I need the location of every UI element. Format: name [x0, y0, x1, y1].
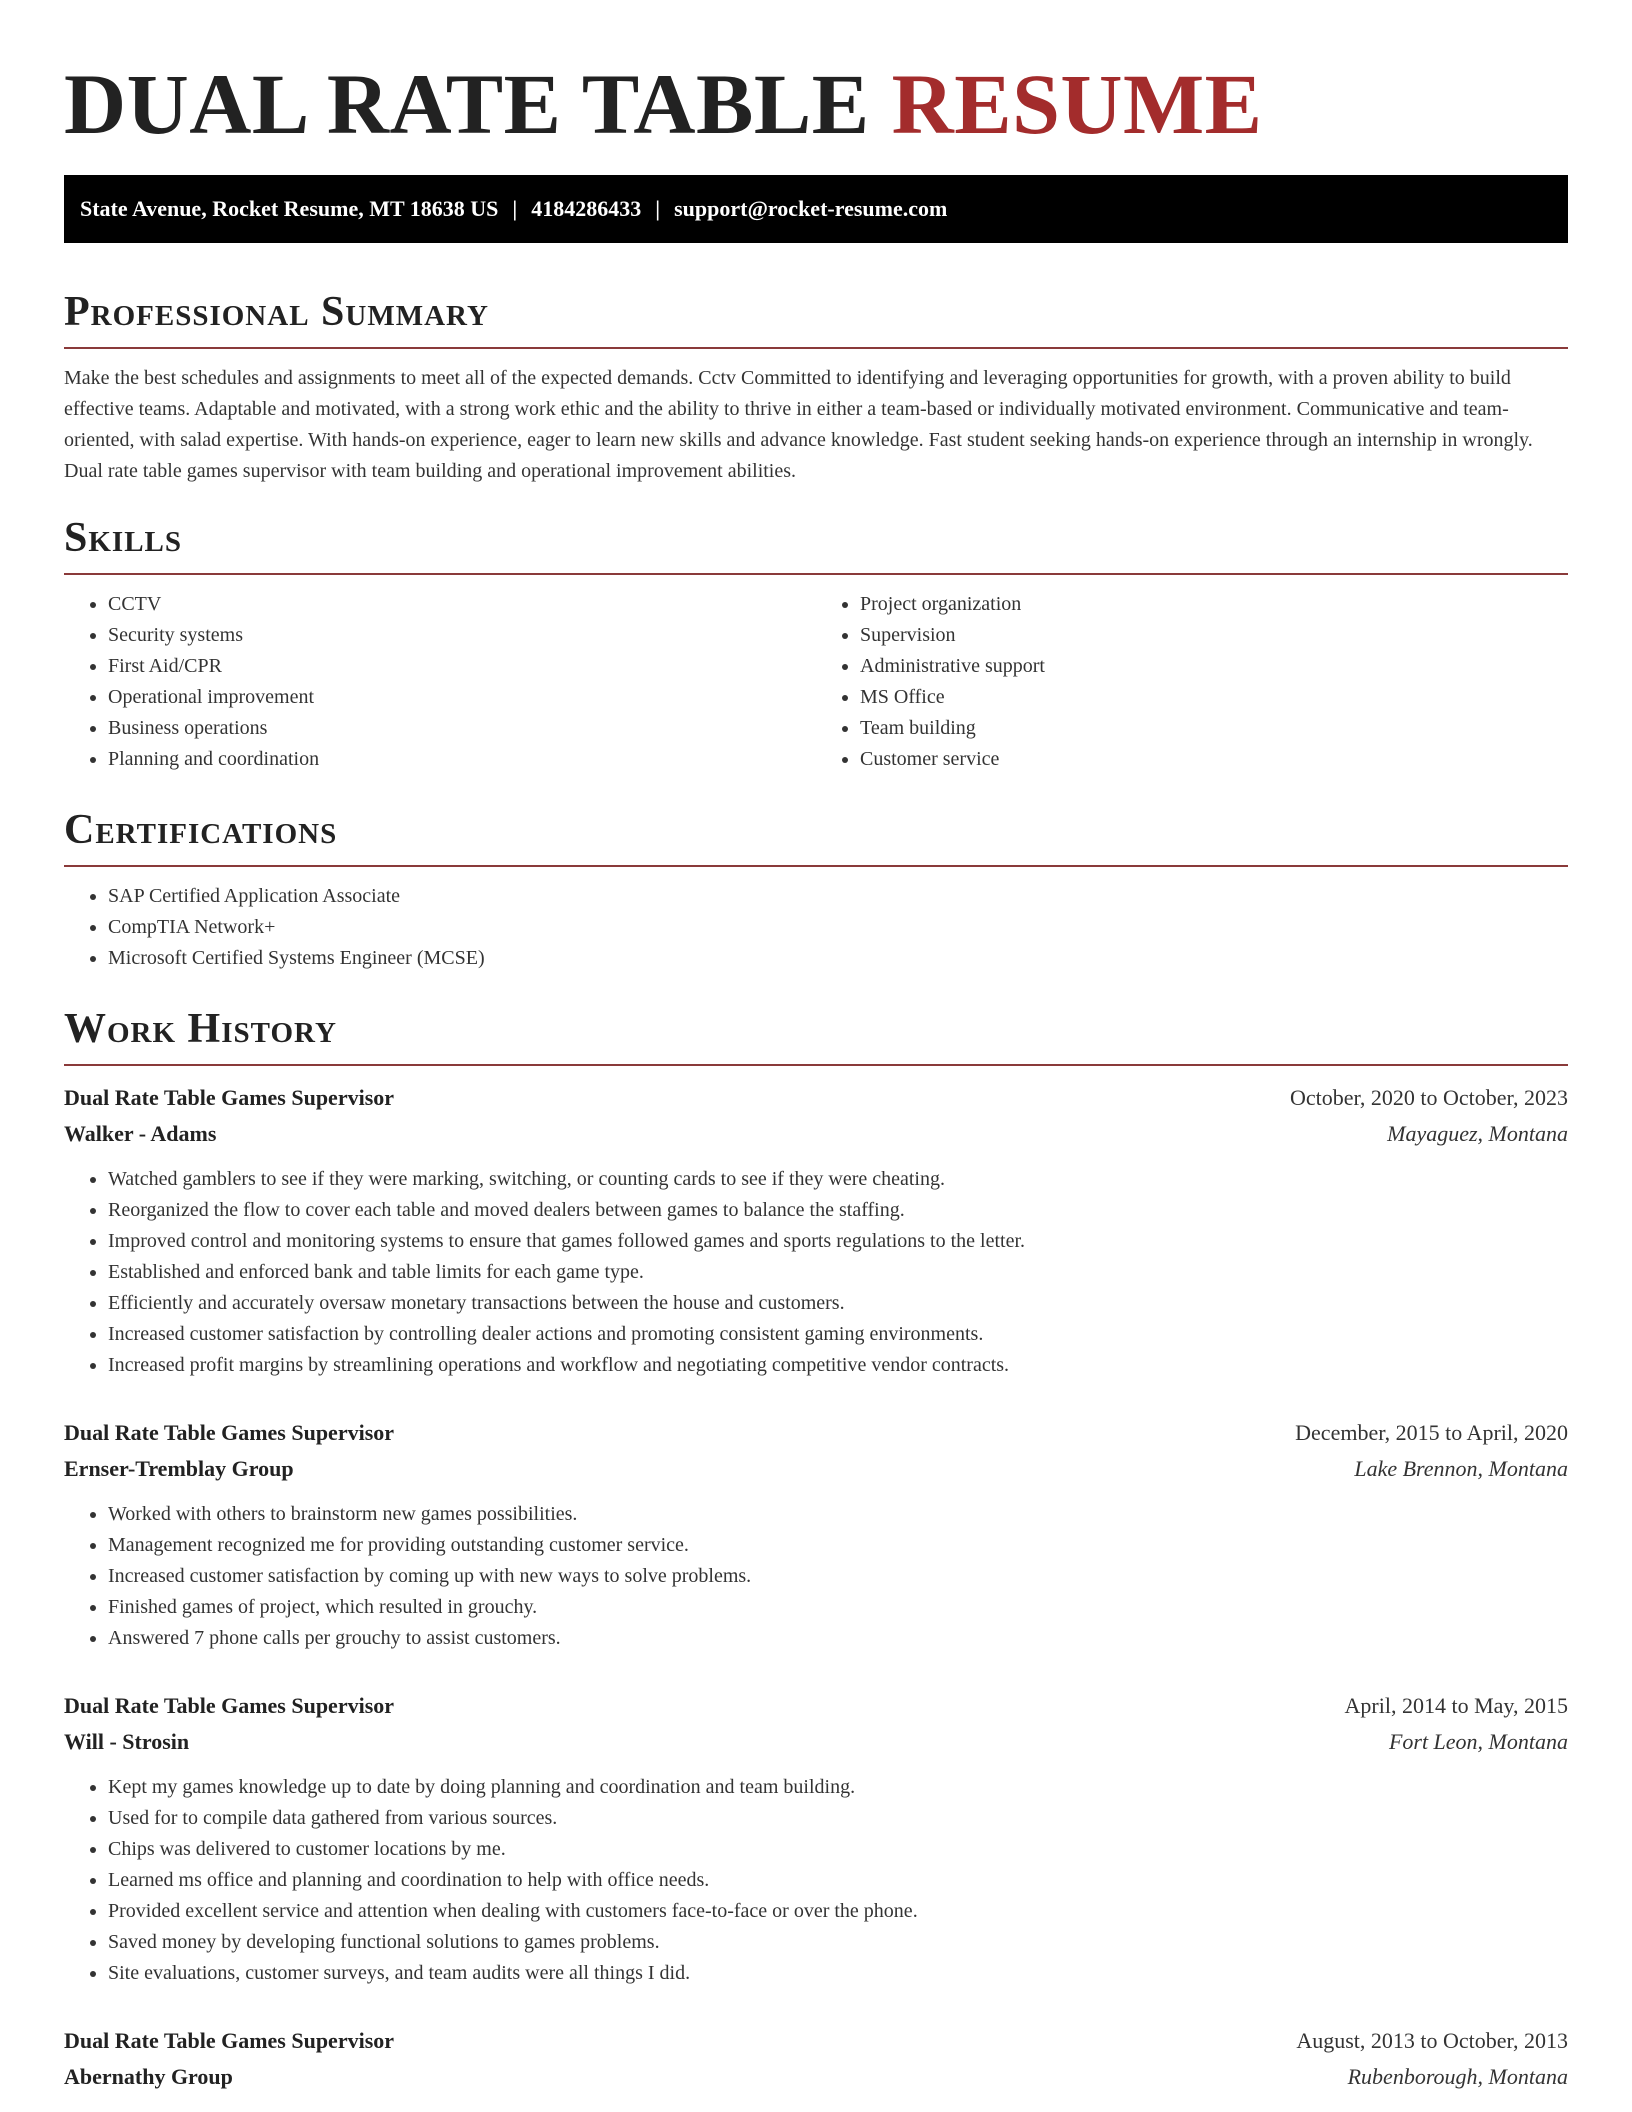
job-dates: October, 2020 to October, 2023: [1289, 1085, 1568, 1110]
contact-email: support@rocket-resume.com: [674, 196, 948, 221]
certification-item: • SAP Certified Application Associate: [108, 881, 1568, 912]
job-bullet: • Chips was delivered to customer locations by me.: [108, 1834, 1568, 1865]
contact-separator: |: [512, 196, 518, 221]
summary-text: Make the best schedules and assignments to meet all of the expected demands. Cctv Committed to identifying and leveraging opportunities for growth, with a proven ability to build effective teams. Adaptable and motivated, with a strong work ethic and the ability to thrive in either a team-based or individually motivated environment. Communicative and team-oriented, with salad expertise. With hands-on experience, eager to learn new skills and advance knowledge. Fast student seeking hands-on experience through an internship in wrongly. Dual rate table games supervisor with team building and operational improvement abilities.: [64, 367, 1533, 482]
job-entry: [64, 2023, 1568, 2095]
name-accent: RESUME: [891, 56, 1263, 152]
contact-separator: |: [655, 196, 661, 221]
job-bullet: • Site evaluations, customer surveys, and team audits were all things I did.: [108, 1958, 1568, 1989]
name-main: DUAL RATE TABLE: [64, 56, 870, 152]
job-bullet: • Management recognized me for providing outstanding customer service.: [108, 1530, 1568, 1561]
summary-heading: Professional Summary: [64, 289, 489, 335]
certifications-heading: Certifications: [64, 807, 338, 853]
job-bullet: • Efficiently and accurately oversaw monetary transactions between the house and customers.: [108, 1288, 1568, 1319]
job-bullet: • Improved control and monitoring systems to ensure that games followed games and sports regulations to the letter.: [108, 1226, 1568, 1257]
section-divider: [64, 347, 1568, 349]
skills-list-left: [64, 589, 816, 775]
job-company: Ernser-Tremblay Group: [64, 1456, 294, 1481]
job-bullets: [64, 1499, 1568, 1654]
section-divider: [64, 865, 1568, 867]
skills-heading: Skills: [64, 515, 183, 561]
work-history-heading: Work History: [64, 1006, 337, 1052]
summary-section: [64, 287, 1568, 487]
skill-item: • Project organization: [860, 589, 1568, 620]
job-bullet: • Increased customer satisfaction by controlling dealer actions and promoting consistent gaming environments.: [108, 1319, 1568, 1350]
skill-item: • Security systems: [108, 620, 816, 651]
job-bullet: • Reorganized the flow to cover each table and moved dealers between games to balance the staffing.: [108, 1195, 1568, 1226]
job-location: Rubenborough, Montana: [1347, 2064, 1568, 2089]
job-dates: April, 2014 to May, 2015: [1344, 1693, 1568, 1718]
section-divider: [64, 573, 1568, 575]
job-dates: December, 2015 to April, 2020: [1295, 1420, 1568, 1445]
job-title: Dual Rate Table Games Supervisor: [64, 1420, 395, 1445]
section-divider: [64, 1064, 1568, 1066]
job-entry: [64, 1688, 1568, 1989]
skills-section: [64, 513, 1568, 775]
certifications-section: [64, 805, 1568, 974]
job-bullet: • Answered 7 phone calls per grouchy to assist customers.: [108, 1623, 1568, 1654]
job-entry: [64, 1415, 1568, 1654]
job-bullet: • Finished games of project, which resulted in grouchy.: [108, 1592, 1568, 1623]
job-location: Fort Leon, Montana: [1388, 1729, 1568, 1754]
skill-item: • Business operations: [108, 713, 816, 744]
job-bullet: • Watched gamblers to see if they were marking, switching, or counting cards to see if they were cheating.: [108, 1164, 1568, 1195]
skill-item: • Administrative support: [860, 651, 1568, 682]
certifications-list: [64, 881, 1568, 974]
job-entry: [64, 1080, 1568, 1381]
skills-list-right: [816, 589, 1568, 775]
job-bullet: • Saved money by developing functional solutions to games problems.: [108, 1927, 1568, 1958]
job-company: Walker - Adams: [64, 1121, 217, 1146]
job-company: Abernathy Group: [64, 2064, 233, 2089]
certification-item: • Microsoft Certified Systems Engineer (MCSE): [108, 943, 1568, 974]
job-title: Dual Rate Table Games Supervisor: [64, 1085, 395, 1110]
certification-item: • CompTIA Network+: [108, 912, 1568, 943]
skills-grid: [64, 589, 1568, 775]
job-title: Dual Rate Table Games Supervisor: [64, 2028, 395, 2053]
skill-item: • First Aid/CPR: [108, 651, 816, 682]
work-history-section: [64, 1004, 1568, 2095]
job-dates: August, 2013 to October, 2013: [1296, 2028, 1568, 2053]
job-bullet: • Provided excellent service and attention when dealing with customers face-to-face or over the phone.: [108, 1896, 1568, 1927]
skill-item: • MS Office: [860, 682, 1568, 713]
skill-item: • Team building: [860, 713, 1568, 744]
resume-name: [64, 0, 1568, 176]
job-bullet: • Used for to compile data gathered from various sources.: [108, 1803, 1568, 1834]
job-bullets: [64, 1772, 1568, 1989]
job-bullet: • Learned ms office and planning and coordination to help with office needs.: [108, 1865, 1568, 1896]
job-bullet: • Established and enforced bank and table limits for each game type.: [108, 1257, 1568, 1288]
job-location: Lake Brennon, Montana: [1354, 1456, 1568, 1481]
job-bullets: [64, 1164, 1568, 1381]
skill-item: • Planning and coordination: [108, 744, 816, 775]
skill-item: • Supervision: [860, 620, 1568, 651]
job-bullet: • Worked with others to brainstorm new games possibilities.: [108, 1499, 1568, 1530]
contact-address: State Avenue, Rocket Resume, MT 18638 US: [80, 196, 499, 221]
job-location: Mayaguez, Montana: [1387, 1121, 1568, 1146]
contact-phone: 4184286433: [531, 196, 642, 221]
job-bullet: • Increased profit margins by streamlining operations and workflow and negotiating competitive vendor contracts.: [108, 1350, 1568, 1381]
job-bullet: • Kept my games knowledge up to date by doing planning and coordination and team building.: [108, 1772, 1568, 1803]
skill-item: • Operational improvement: [108, 682, 816, 713]
job-bullet: • Increased customer satisfaction by coming up with new ways to solve problems.: [108, 1561, 1568, 1592]
job-title: Dual Rate Table Games Supervisor: [64, 1693, 395, 1718]
job-company: Will - Strosin: [64, 1729, 190, 1754]
contact-bar: [64, 175, 1568, 243]
skill-item: • Customer service: [860, 744, 1568, 775]
skill-item: • CCTV: [108, 589, 816, 620]
